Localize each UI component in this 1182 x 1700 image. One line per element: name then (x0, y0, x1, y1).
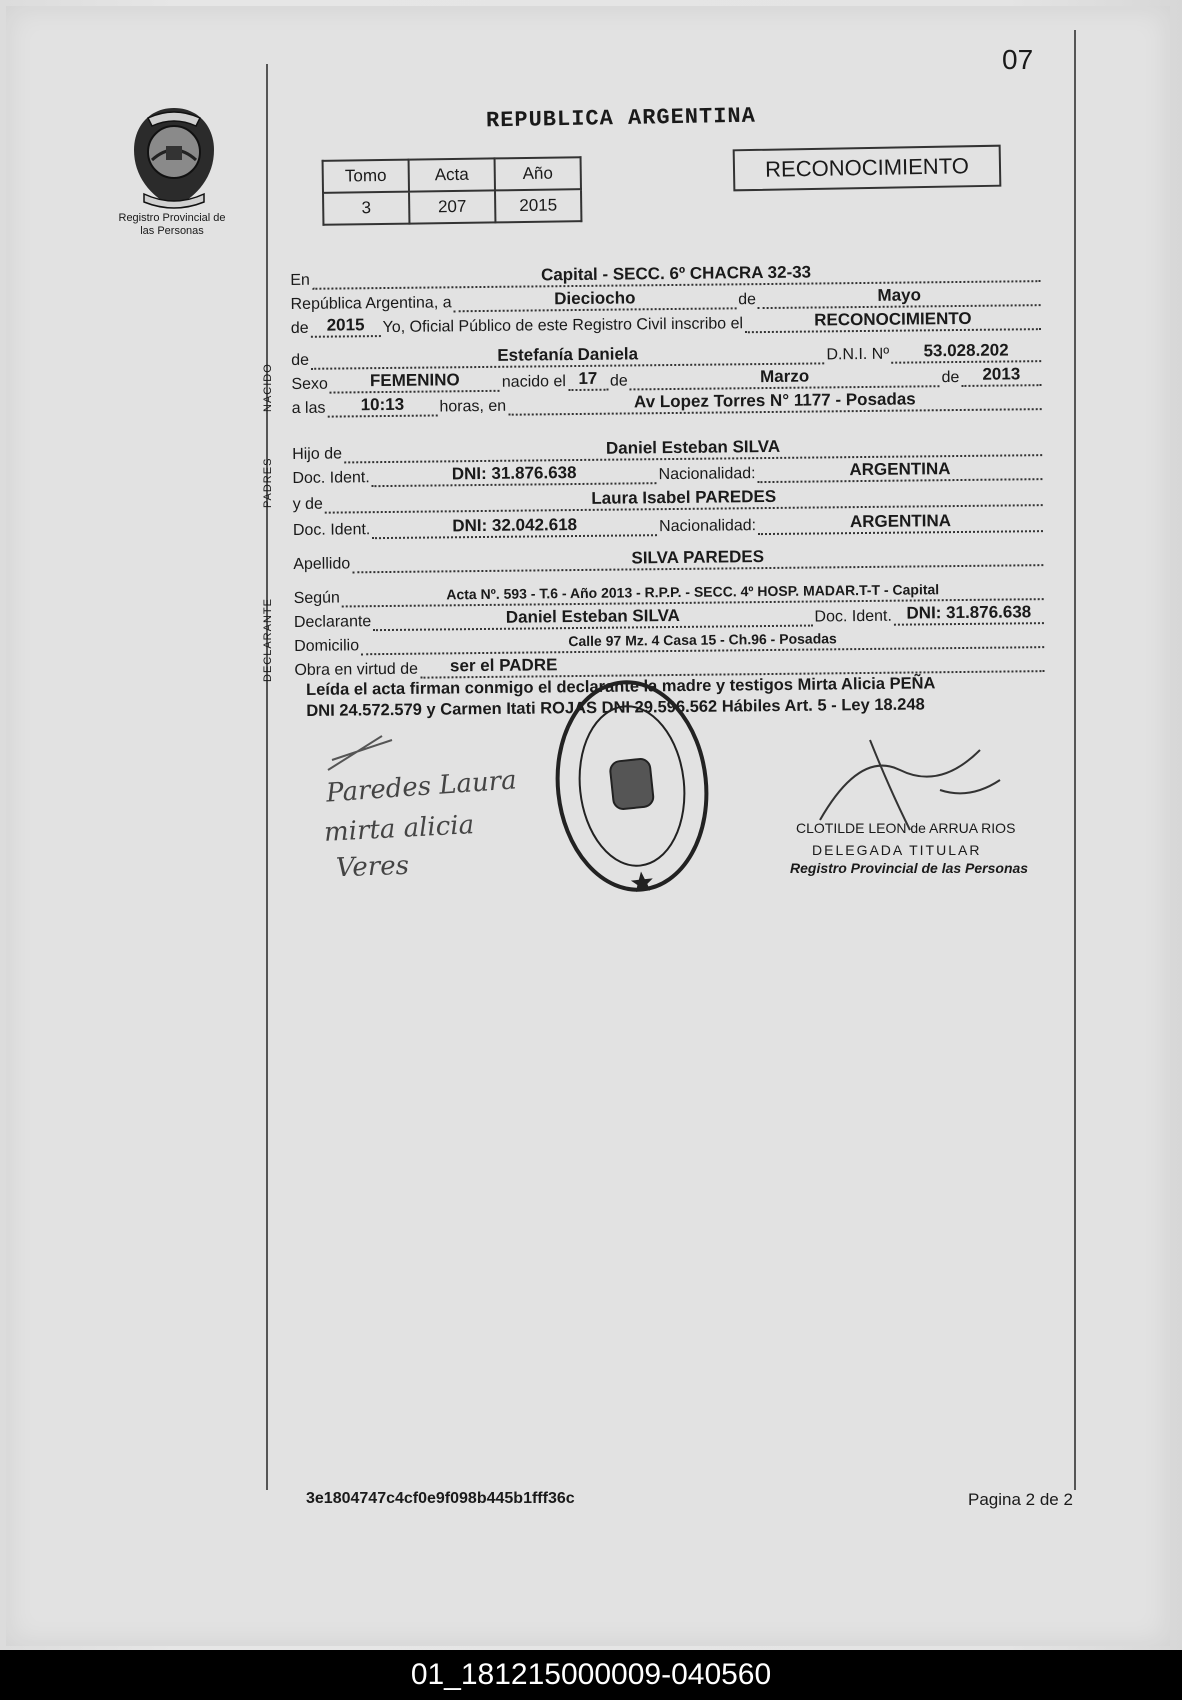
label-nacionalidad: Nacionalidad: (659, 517, 757, 536)
closing-line-1: Leída el acta firman conmigo el declarante la madre y testigos Mirta Alicia PEÑA (306, 674, 936, 699)
field-act: RECONOCIMIENTO (745, 308, 1041, 333)
field-birth-year: 2013 (961, 364, 1041, 387)
table-header-cell: Tomo (323, 160, 409, 193)
official-registry: Registro Provincial de las Personas (790, 860, 1029, 876)
table-header-cell: Acta (409, 158, 495, 191)
label-segun: Según (293, 589, 341, 607)
label-horas-en: horas, en (439, 397, 507, 416)
label-de: de (291, 351, 310, 369)
label-doc-ident: Doc. Ident. (292, 521, 371, 539)
country-title: REPUBLICA ARGENTINA (485, 103, 757, 134)
field-dni: 53.028.202 (891, 340, 1041, 364)
label-sexo: Sexo (291, 375, 328, 393)
label-de: de (941, 368, 960, 387)
row-surname (293, 542, 1045, 574)
field-mother-doc: DNI: 32.042.618 (372, 514, 657, 539)
registry-table-row (323, 189, 581, 225)
field-according-to: Acta Nº. 593 - T.6 - Año 2013 - R.P.P. - SECC. 4º HOSP. MADAR.T-T - Capital (342, 578, 1044, 607)
label-a-las: a las (291, 399, 326, 417)
label-doc-ident: Doc. Ident. (292, 469, 370, 487)
side-label-declarante: DECLARANTE (262, 598, 274, 682)
field-by-virtue-of: ser el PADRE (420, 650, 1045, 679)
label-de: de (290, 319, 309, 337)
field-day: Dieciocho (453, 287, 736, 312)
record-form (290, 242, 1046, 680)
right-margin-line (1074, 30, 1076, 1490)
label-de: de (738, 291, 757, 309)
table-cell: 2015 (495, 189, 581, 222)
field-surname: SILVA PAREDES (352, 544, 1043, 573)
label-doc-ident: Doc. Ident. (814, 607, 892, 626)
label-de: de (609, 372, 628, 390)
left-margin-line (266, 64, 268, 1490)
seal-icon (126, 104, 222, 212)
field-year: 2015 (310, 315, 380, 338)
closing-line-2: DNI 24.572.579 y Carmen Itati ROJAS DNI 29.596.562 Hábiles Art. 5 - Ley 18.248 (306, 695, 925, 720)
registry-table (322, 156, 583, 226)
label-nacido-el: nacido el (501, 373, 566, 391)
side-label-nacido: NACIDO (262, 363, 274, 412)
field-birth-time: 10:13 (327, 394, 437, 417)
label-y-de: y de (292, 495, 324, 513)
field-month: Mayo (758, 284, 1041, 309)
handwritten-signature-1: Paredes Laura (325, 765, 518, 809)
official-stamp (552, 676, 712, 896)
label-yo-oficial: Yo, Oficial Público de este Registro Civil inscribo el (382, 315, 744, 337)
field-name: Estefanía Daniela (311, 342, 825, 369)
field-declarant: Daniel Esteban SILVA (373, 605, 812, 632)
side-label-padres: PADRES (262, 457, 274, 508)
field-father-nationality: ARGENTINA (757, 458, 1042, 483)
document-hash: 3e1804747c4cf0e9f098b445b1fff36c (306, 1490, 575, 1507)
field-address: Calle 97 Mz. 4 Casa 15 - Ch.96 - Posadas (361, 626, 1044, 655)
handwritten-signature-2: mirta alicia (323, 810, 475, 848)
page-indicator: Pagina 2 de 2 (968, 1490, 1073, 1509)
province-seal-logo (126, 104, 222, 212)
field-mother-nationality: ARGENTINA (758, 510, 1043, 535)
label-hijo-de: Hijo de (292, 445, 343, 463)
row-mother-doc (293, 508, 1045, 540)
label-en: En (290, 271, 310, 289)
field-father-doc: DNI: 31.876.638 (372, 462, 657, 487)
field-declarant-doc: DNI: 31.876.638 (894, 602, 1044, 626)
field-place: Capital - SECC. 6º CHACRA 32-33 (312, 260, 1041, 290)
label-nacionalidad: Nacionalidad: (658, 465, 756, 484)
field-father: Daniel Esteban SILVA (344, 434, 1042, 463)
act-type-box: RECONOCIMIENTO (733, 145, 1002, 192)
field-mother: Laura Isabel PAREDES (325, 484, 1043, 514)
label-apellido: Apellido (293, 555, 351, 573)
handwritten-signature-3: Veres (335, 850, 410, 884)
label-obra-en-virtud: Obra en virtud de (294, 660, 419, 679)
scan-id-bar: 01_181215000009-040560 (0, 1650, 1182, 1700)
stamp-icon (541, 668, 723, 904)
table-cell: 207 (409, 190, 495, 223)
registry-caption: Registro Provincial de las Personas (118, 212, 226, 237)
label-domicilio: Domicilio (294, 637, 360, 655)
field-birth-place: Av Lopez Torres N° 1177 - Posadas (508, 388, 1042, 416)
field-sex: FEMENINO (330, 370, 500, 394)
registry-table-header (323, 157, 581, 193)
label-declarante: Declarante (293, 613, 372, 631)
field-birth-day: 17 (568, 369, 608, 391)
official-title: DELEGADA TITULAR (812, 842, 982, 858)
table-cell: 3 (323, 192, 409, 225)
field-birth-month: Marzo (630, 365, 940, 390)
label-dni: D.N.I. Nº (826, 345, 890, 364)
table-header-cell: Año (495, 157, 581, 190)
page-number: 07 (1002, 44, 1034, 75)
official-name: CLOTILDE LEON de ARRUA RIOS (796, 820, 1016, 836)
label-republica: República Argentina, a (290, 294, 452, 313)
